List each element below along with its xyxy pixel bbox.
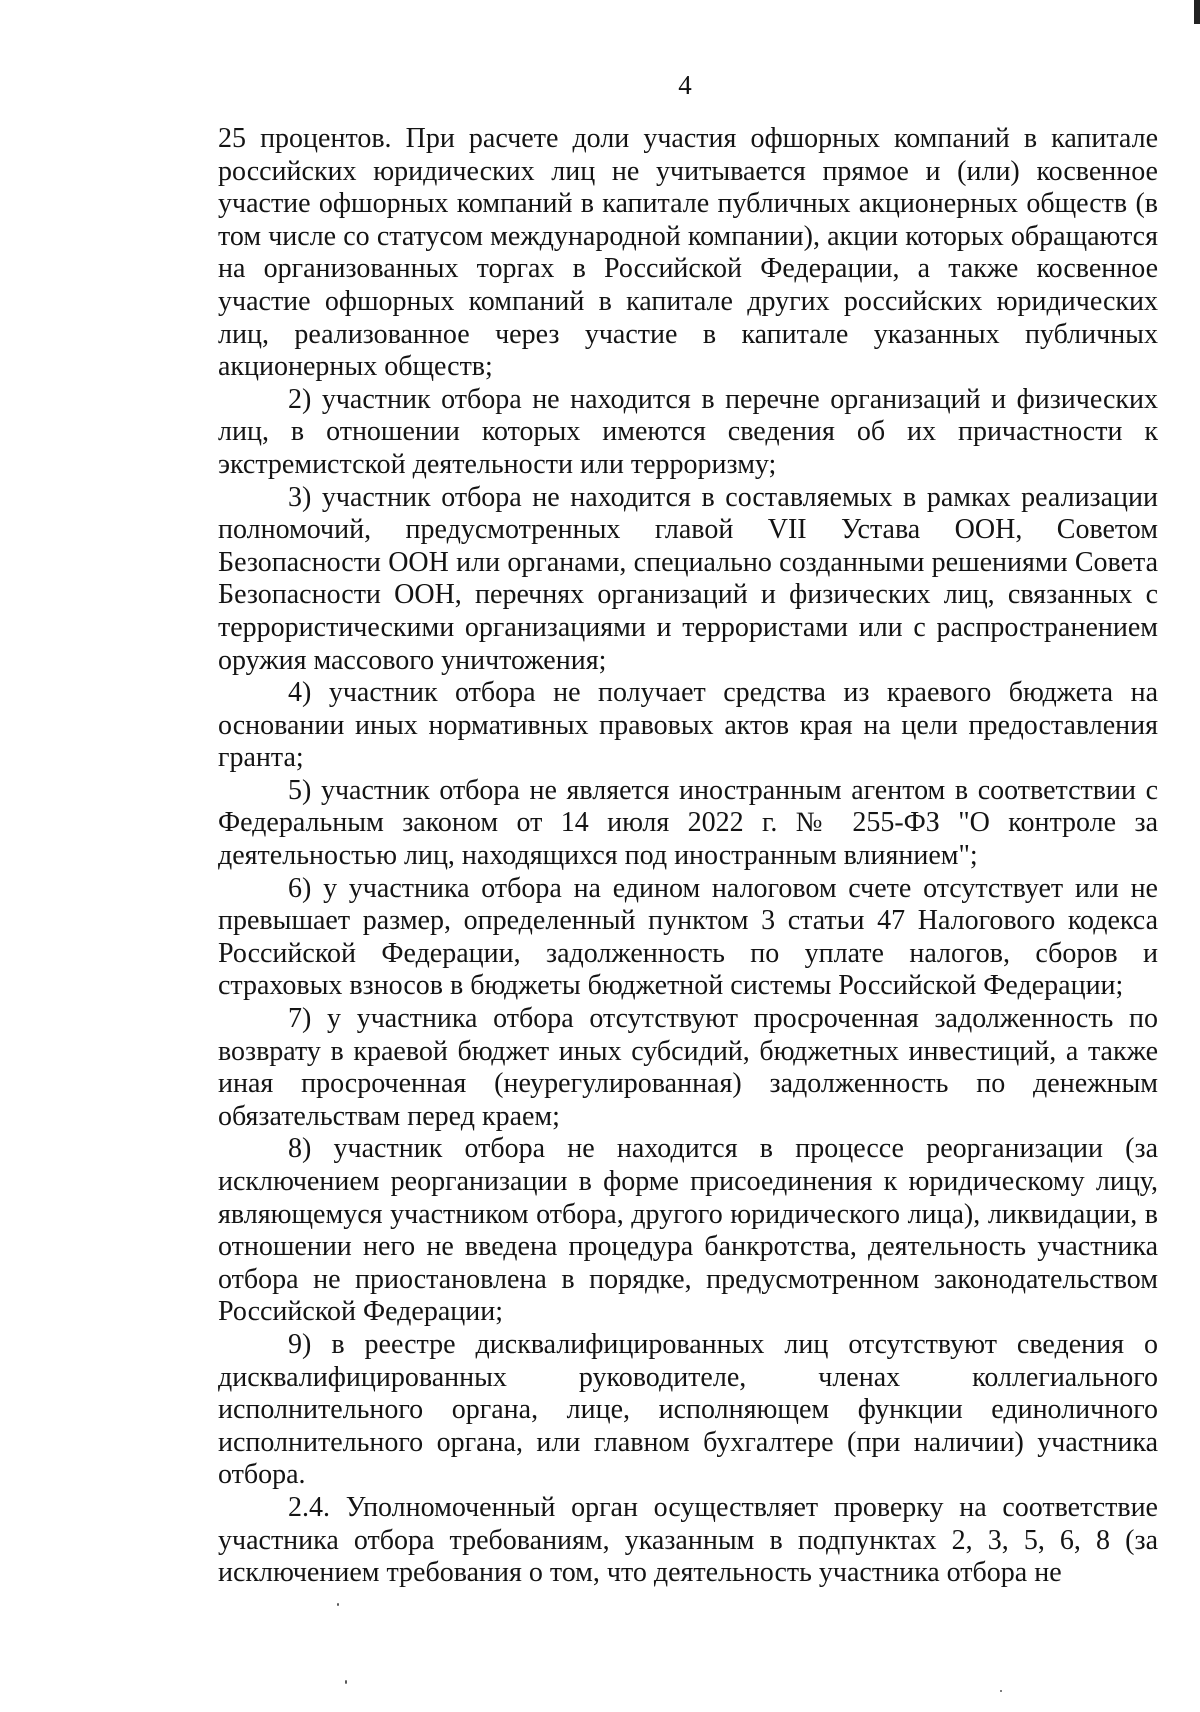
- paragraph-item-6: 6) у участника отбора на едином налоговом счете отсутствует или не превышает размер, определенный пунктом 3 статьи 47 Налогового кодекса Российской Федерации, задолженность по уплате налогов, сборов и страховых взносов в бюджеты бюджетной системы Российской Федерации;: [218, 872, 1158, 1002]
- scan-speck: [345, 1680, 347, 1684]
- paragraph-item-3: 3) участник отбора не находится в составляемых в рамках реализации полномочий, предусмотренных главой VII Устава ООН, Советом Безопасности ООН или органами, специально созданными решениями Совета Безопасности ООН, перечнях организаций и физических лиц, связанных с террористическими организациями и террористами или с распространением оружия массового уничтожения;: [218, 481, 1158, 676]
- paragraph-item-2: 2) участник отбора не находится в перечне организаций и физических лиц, в отношении которых имеются сведения об их причастности к экстремистской деятельности или терроризму;: [218, 383, 1158, 480]
- scan-speck: [337, 1603, 339, 1606]
- paragraph-section-2-4: 2.4. Уполномоченный орган осуществляет проверку на соответствие участника отбора требованиям, указанным в подпунктах 2, 3, 5, 6, 8 (за исключением требования о том, что деятельность участника отбора не: [218, 1491, 1158, 1589]
- paragraph-item-7: 7) у участника отбора отсутствуют просроченная задолженность по возврату в краевой бюджет иных субсидий, бюджетных инвестиций, а также иная просроченная (неурегулированная) задолженность по денежным обязательствам перед краем;: [218, 1003, 1158, 1132]
- paragraph-item-9: 9) в реестре дисквалифицированных лиц отсутствуют сведения о дисквалифицированных руководителе, членах коллегиального исполнительного органа, лице, исполняющем функции единоличного исполнительного органа, или главном бухгалтере (при наличии) участника отбора.: [218, 1328, 1158, 1491]
- document-body: [218, 123, 1158, 1590]
- scan-speck: [1000, 1690, 1002, 1692]
- paragraph-item-4: 4) участник отбора не получает средства из краевого бюджета на основании иных нормативных правовых актов края на цели предоставления гранта;: [218, 677, 1158, 774]
- page-number: 4: [678, 70, 692, 100]
- paragraph-item-8: 8) участник отбора не находится в процессе реорганизации (за исключением реорганизации в форме присоединения к юридическому лицу, являющемуся участником отбора, другого юридического лица), ликвидации, в отношении него не введена процедура банкротства, деятельность участника отбора не приостановлена в порядке, предусмотренном законодательством Российской Федерации;: [218, 1133, 1158, 1328]
- scan-edge-mark: [1194, 0, 1200, 24]
- paragraph-continuation: 25 процентов. При расчете доли участия офшорных компаний в капитале российских юридических лиц не учитывается прямое и (или) косвенное участие офшорных компаний в капитале публичных акционерных обществ (в том числе со статусом международной компании), акции которых обращаются на организованных торгах в Российской Федерации, а также косвенное участие офшорных компаний в капитале других российских юридических лиц, реализованное через участие в капитале указанных публичных акционерных обществ;: [218, 123, 1158, 383]
- paragraph-item-5: 5) участник отбора не является иностранным агентом в соответствии с Федеральным законом от 14 июля 2022 г. № 255-ФЗ "О контроле за деятельностью лиц, находящихся под иностранным влиянием";: [218, 774, 1158, 872]
